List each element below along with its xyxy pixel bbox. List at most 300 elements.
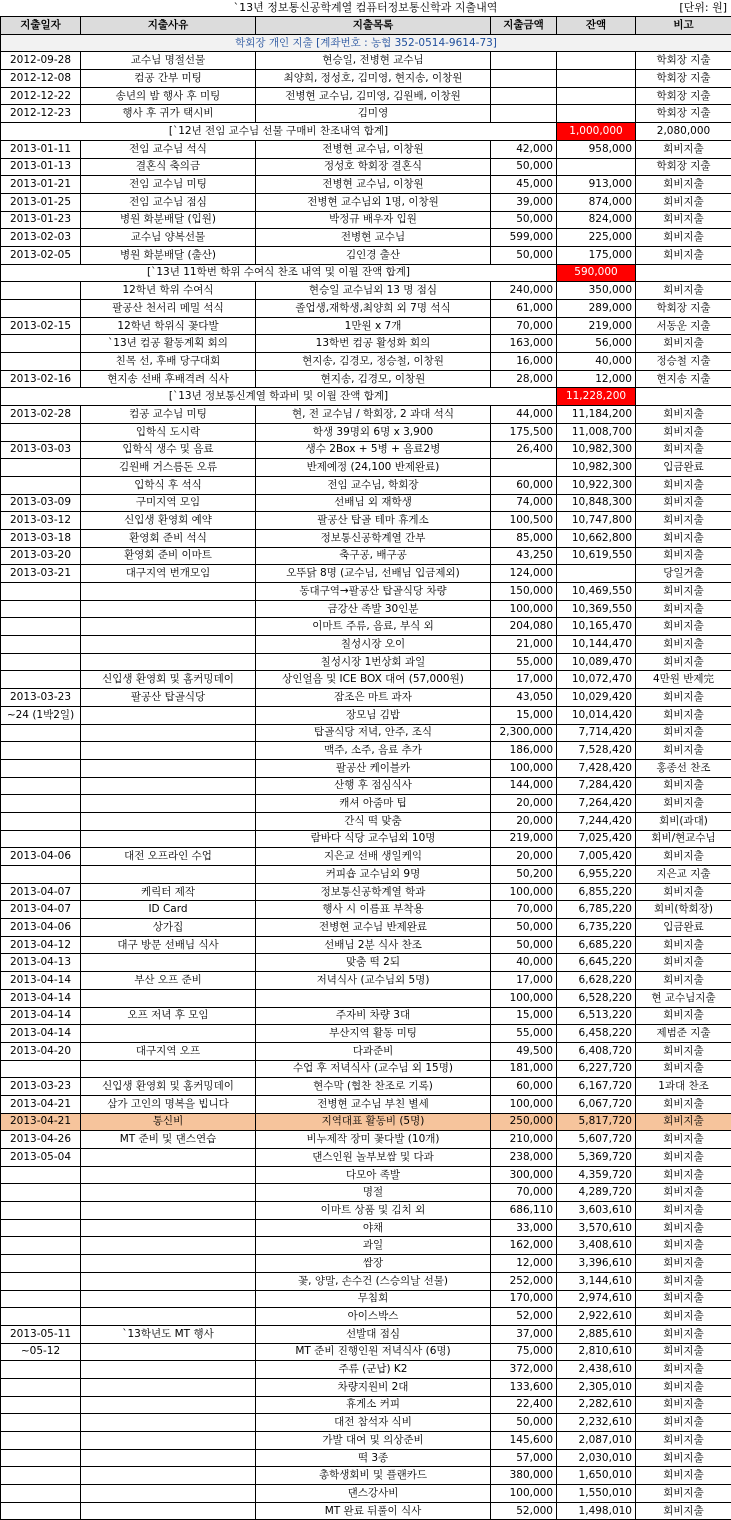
table-row [1, 901, 731, 919]
cell-date: 2013-04-07 [1, 883, 81, 901]
cell-item: 상인얼음 및 ICE BOX 대여 (57,000원) [256, 671, 491, 689]
cell-reason [81, 830, 256, 848]
cell-amount: 50,000 [491, 158, 557, 176]
cell-note: 회비지출 [636, 529, 731, 547]
cell-balance: 824,000 [557, 211, 636, 229]
cell-amount: 100,000 [491, 759, 557, 777]
cell-amount: 686,110 [491, 1202, 557, 1220]
cell-balance: 2,885,610 [557, 1325, 636, 1343]
table-row [1, 1378, 731, 1396]
table-row [1, 1467, 731, 1485]
cell-item: 선배님 외 재학생 [256, 494, 491, 512]
cell-balance: 10,369,550 [557, 600, 636, 618]
table-row [1, 529, 731, 547]
cell-date: 2013-02-28 [1, 406, 81, 424]
cell-balance: 2,232,610 [557, 1414, 636, 1432]
cell-note: 회비지출 [636, 1449, 731, 1467]
cell-date [1, 636, 81, 654]
cell-item: 1만원 x 7개 [256, 317, 491, 335]
cell-balance: 4,289,720 [557, 1184, 636, 1202]
cell-reason [81, 653, 256, 671]
cell-balance: 10,469,550 [557, 583, 636, 601]
cell-date [1, 795, 81, 813]
cell-balance: 4,359,720 [557, 1166, 636, 1184]
cell-amount: 252,000 [491, 1272, 557, 1290]
cell-reason: 전임 교수님 점심 [81, 193, 256, 211]
table-row [1, 70, 731, 88]
cell-amount: 50,000 [491, 919, 557, 937]
cell-reason: 12학년 학위 수여식 [81, 282, 256, 300]
table-row [1, 618, 731, 636]
table-row [1, 1290, 731, 1308]
cell-amount [491, 87, 557, 105]
cell-reason: 12학년 학위식 꽃다발 [81, 317, 256, 335]
cell-reason: 친목 선, 후배 당구대회 [81, 353, 256, 371]
cell-reason: 결혼식 축의금 [81, 158, 256, 176]
cell-amount: 133,600 [491, 1378, 557, 1396]
table-row [1, 600, 731, 618]
cell-note: 제범준 지출 [636, 1025, 731, 1043]
cell-note: 회비지출 [636, 494, 731, 512]
cell-item: 칠성시장 오이 [256, 636, 491, 654]
cell-reason: 현지송 선배 후배격려 식사 [81, 370, 256, 388]
cell-amount: 100,000 [491, 1485, 557, 1503]
cell-item: 금강산 족발 30인분 [256, 600, 491, 618]
cell-reason [81, 1060, 256, 1078]
cell-date [1, 1414, 81, 1432]
cell-date [1, 335, 81, 353]
cell-item: MT 완료 뒤풀이 식사 [256, 1502, 491, 1520]
cell-item: 꽃, 양말, 손수건 (스승의날 선물) [256, 1272, 491, 1290]
cell-date: 2013-02-15 [1, 317, 81, 335]
cell-reason [81, 1025, 256, 1043]
table-row [1, 87, 731, 105]
cell-item: 축구공, 배구공 [256, 547, 491, 565]
cell-note: 회비지출 [636, 547, 731, 565]
cell-note: 회비지출 [636, 1432, 731, 1450]
cell-date [1, 423, 81, 441]
cell-note: 회비지출 [636, 954, 731, 972]
cell-amount: 20,000 [491, 812, 557, 830]
cell-item: 가발 대여 및 의상준비 [256, 1432, 491, 1450]
table-row [1, 1025, 731, 1043]
cell-date [1, 459, 81, 477]
cell-note: 회비/현교수님 [636, 830, 731, 848]
cell-item: 현지송, 김경모, 정승철, 이창원 [256, 353, 491, 371]
cell-amount: 170,000 [491, 1290, 557, 1308]
cell-date: 2013-04-14 [1, 989, 81, 1007]
cell-amount: 186,000 [491, 742, 557, 760]
cell-item: 현승일 교수님외 13 명 점심 [256, 282, 491, 300]
cell-amount: 380,000 [491, 1467, 557, 1485]
cell-reason [81, 1237, 256, 1255]
cell-amount: 175,500 [491, 423, 557, 441]
cell-date: 2013-01-23 [1, 211, 81, 229]
cell-item: 전병현 교수님, 이창원 [256, 176, 491, 194]
summary-note [636, 388, 731, 406]
table-row [1, 300, 731, 318]
cell-item: 생수 2Box + 5병 + 음료2병 [256, 441, 491, 459]
table-row [1, 1184, 731, 1202]
cell-balance: 2,810,610 [557, 1343, 636, 1361]
cell-reason: 신입생 환영회 및 홈커밍데이 [81, 671, 256, 689]
cell-balance [557, 70, 636, 88]
cell-note: 회비지출 [636, 936, 731, 954]
cell-date [1, 600, 81, 618]
cell-balance: 6,855,220 [557, 883, 636, 901]
cell-date [1, 1308, 81, 1326]
cell-note: 회비지출 [636, 193, 731, 211]
cell-reason [81, 1343, 256, 1361]
table-row [1, 123, 731, 141]
cell-balance: 2,974,610 [557, 1290, 636, 1308]
cell-item: 행사 시 이름표 부착용 [256, 901, 491, 919]
cell-item: 저녁식사 (교수님외 5명) [256, 972, 491, 990]
cell-amount: 250,000 [491, 1113, 557, 1131]
cell-date: 2013-03-20 [1, 547, 81, 565]
cell-balance: 3,396,610 [557, 1255, 636, 1273]
cell-reason: 컴공 간부 미팅 [81, 70, 256, 88]
cell-note: 회비지출 [636, 653, 731, 671]
cell-note: 입금완료 [636, 919, 731, 937]
cell-note: 회비지출 [636, 1166, 731, 1184]
cell-reason: 신입생 환영회 및 홈커밍데이 [81, 1078, 256, 1096]
cell-date: 2012-12-22 [1, 87, 81, 105]
cell-balance [557, 158, 636, 176]
cell-reason [81, 1219, 256, 1237]
cell-date [1, 618, 81, 636]
cell-item: 팔공산 탑골 테마 휴게소 [256, 512, 491, 530]
cell-date: 2013-04-12 [1, 936, 81, 954]
cell-date: 2013-03-21 [1, 565, 81, 583]
cell-amount: 70,000 [491, 1184, 557, 1202]
cell-note: 회비지출 [636, 1113, 731, 1131]
table-row [1, 158, 731, 176]
table-row [1, 211, 731, 229]
cell-item: 전임 교수님, 학회장 [256, 476, 491, 494]
cell-date: 2012-09-28 [1, 52, 81, 70]
cell-reason: 대구지역 번개모임 [81, 565, 256, 583]
cell-date: 2013-02-03 [1, 229, 81, 247]
cell-date [1, 1396, 81, 1414]
cell-note: 회비지출 [636, 706, 731, 724]
cell-balance: 6,785,220 [557, 901, 636, 919]
cell-reason: 전임 교수님 석식 [81, 140, 256, 158]
cell-note: 회비지출 [636, 1308, 731, 1326]
summary-label: [`13년 11학번 학위 수여식 찬조 내역 및 이월 잔액 합계] [1, 264, 557, 282]
table-row [1, 193, 731, 211]
cell-note: 회비지출 [636, 1361, 731, 1379]
cell-balance: 3,603,610 [557, 1202, 636, 1220]
cell-balance: 6,685,220 [557, 936, 636, 954]
cell-balance: 6,067,720 [557, 1095, 636, 1113]
cell-amount: 50,200 [491, 866, 557, 884]
table-row [1, 724, 731, 742]
cell-balance [557, 565, 636, 583]
table-row [1, 476, 731, 494]
cell-reason [81, 636, 256, 654]
cell-amount: 163,000 [491, 335, 557, 353]
cell-item: 수업 후 저녁식사 (교수님 외 15명) [256, 1060, 491, 1078]
cell-balance: 2,030,010 [557, 1449, 636, 1467]
cell-item: 맞춤 떡 2되 [256, 954, 491, 972]
cell-item: 쌈장 [256, 1255, 491, 1273]
cell-item: 무침회 [256, 1290, 491, 1308]
cell-balance: 3,570,610 [557, 1219, 636, 1237]
cell-balance: 10,165,470 [557, 618, 636, 636]
cell-item: 아이스박스 [256, 1308, 491, 1326]
cell-note: 회비지출 [636, 423, 731, 441]
cell-balance: 10,072,470 [557, 671, 636, 689]
cell-amount [491, 52, 557, 70]
cell-note: 회비지출 [636, 441, 731, 459]
cell-amount: 100,000 [491, 600, 557, 618]
table-row [1, 653, 731, 671]
cell-note: 입금완료 [636, 459, 731, 477]
table-row [1, 565, 731, 583]
table-row [1, 1131, 731, 1149]
cell-date [1, 476, 81, 494]
cell-date: 2013-01-21 [1, 176, 81, 194]
table-row [1, 1007, 731, 1025]
cell-amount: 40,000 [491, 954, 557, 972]
cell-date [1, 1184, 81, 1202]
cell-reason [81, 989, 256, 1007]
cell-balance: 2,282,610 [557, 1396, 636, 1414]
summary-label: [`12년 전임 교수님 선물 구매비 찬조내역 합계] [1, 123, 557, 141]
cell-note: 회비지출 [636, 1060, 731, 1078]
cell-reason: 행사 후 귀가 택시비 [81, 105, 256, 123]
cell-item: 13학번 컴공 활성화 회의 [256, 335, 491, 353]
table-row [1, 689, 731, 707]
cell-note: 회비지출 [636, 1414, 731, 1432]
cell-date: 2013-05-04 [1, 1149, 81, 1167]
cell-note: 회비지출 [636, 848, 731, 866]
cell-date [1, 1502, 81, 1520]
summary-balance: 590,000 [557, 264, 636, 282]
cell-note: 서동운 지출 [636, 317, 731, 335]
cell-balance: 350,000 [557, 282, 636, 300]
cell-note: 1과대 찬조 [636, 1078, 731, 1096]
cell-reason [81, 1414, 256, 1432]
cell-amount: 28,000 [491, 370, 557, 388]
cell-item: 현수막 (협찬 찬조로 기록) [256, 1078, 491, 1096]
table-row [1, 264, 731, 282]
cell-reason [81, 618, 256, 636]
table-row [1, 1219, 731, 1237]
cell-amount: 240,000 [491, 282, 557, 300]
header-reason: 지출사유 [81, 17, 256, 35]
cell-amount: 61,000 [491, 300, 557, 318]
cell-note: 회비지출 [636, 1007, 731, 1025]
cell-item: 다모아 족발 [256, 1166, 491, 1184]
cell-date: ~24 (1박2일) [1, 706, 81, 724]
cell-reason [81, 1184, 256, 1202]
cell-date [1, 1361, 81, 1379]
cell-amount: 150,000 [491, 583, 557, 601]
cell-item: 탑골식당 저녁, 안주, 조식 [256, 724, 491, 742]
table-row [1, 370, 731, 388]
cell-reason: 병원 화분배달 (출산) [81, 246, 256, 264]
cell-note: 회비지출 [636, 282, 731, 300]
cell-note: 학회장 지출 [636, 52, 731, 70]
cell-amount: 49,500 [491, 1042, 557, 1060]
table-row [1, 636, 731, 654]
cell-reason: 환영회 준비 석식 [81, 529, 256, 547]
table-row [1, 830, 731, 848]
table-row [1, 494, 731, 512]
cell-item: 지은교 선배 생일케익 [256, 848, 491, 866]
cell-date: 2012-12-23 [1, 105, 81, 123]
cell-item: 총학생회비 및 플랜카드 [256, 1467, 491, 1485]
cell-reason: 팔공산 탑골식당 [81, 689, 256, 707]
table-row [1, 547, 731, 565]
cell-date [1, 671, 81, 689]
header-row [1, 17, 731, 35]
cell-note: 현 교수님지출 [636, 989, 731, 1007]
cell-reason: 병원 화분배달 (입원) [81, 211, 256, 229]
cell-reason [81, 777, 256, 795]
cell-note: 회비지출 [636, 1378, 731, 1396]
cell-reason [81, 583, 256, 601]
cell-balance: 7,025,420 [557, 830, 636, 848]
table-row [1, 812, 731, 830]
cell-balance: 7,428,420 [557, 759, 636, 777]
cell-item: 현지송, 김경모, 이창원 [256, 370, 491, 388]
cell-note: 회비지출 [636, 1149, 731, 1167]
cell-amount: 60,000 [491, 476, 557, 494]
summary-balance: 1,000,000 [557, 123, 636, 141]
cell-note: 회비(학회장) [636, 901, 731, 919]
cell-date: 2013-02-16 [1, 370, 81, 388]
cell-balance [557, 87, 636, 105]
cell-note: 회비지출 [636, 1396, 731, 1414]
cell-date [1, 1219, 81, 1237]
cell-balance: 10,982,300 [557, 441, 636, 459]
cell-balance: 2,305,010 [557, 1378, 636, 1396]
cell-item: 비누제작 장미 꽃다발 (10개) [256, 1131, 491, 1149]
cell-item: 전병현 교수님 [256, 229, 491, 247]
cell-balance: 7,244,420 [557, 812, 636, 830]
cell-balance: 2,438,610 [557, 1361, 636, 1379]
table-row [1, 1149, 731, 1167]
cell-balance: 6,955,220 [557, 866, 636, 884]
cell-date [1, 1237, 81, 1255]
summary-note: 2,080,000 [636, 123, 731, 141]
cell-amount: 20,000 [491, 848, 557, 866]
table-row [1, 1060, 731, 1078]
cell-amount: 16,000 [491, 353, 557, 371]
cell-note: 학회장 지출 [636, 87, 731, 105]
cell-note: 회비지출 [636, 777, 731, 795]
table-row [1, 1502, 731, 1520]
cell-amount: 55,000 [491, 1025, 557, 1043]
cell-date [1, 1432, 81, 1450]
cell-item: 팔공산 케이블카 [256, 759, 491, 777]
cell-item: 정보통신공학계열 간부 [256, 529, 491, 547]
cell-item: 다과준비 [256, 1042, 491, 1060]
cell-date [1, 1166, 81, 1184]
cell-note: 회비지출 [636, 883, 731, 901]
cell-item: 야채 [256, 1219, 491, 1237]
table-row [1, 1343, 731, 1361]
table-row [1, 777, 731, 795]
cell-reason: `13년 컴공 활동계획 회의 [81, 335, 256, 353]
cell-amount [491, 70, 557, 88]
cell-date: 2013-04-07 [1, 901, 81, 919]
cell-item: 현, 전 교수님 / 학회장, 2 과대 석식 [256, 406, 491, 424]
cell-reason: 교수님 명절선물 [81, 52, 256, 70]
cell-item: 선발대 점심 [256, 1325, 491, 1343]
cell-reason [81, 1149, 256, 1167]
cell-amount: 70,000 [491, 901, 557, 919]
cell-amount: 100,000 [491, 989, 557, 1007]
cell-amount [491, 105, 557, 123]
cell-reason: 입학식 도시락 [81, 423, 256, 441]
cell-item: 전병현 교수님 부친 별세 [256, 1095, 491, 1113]
table-row [1, 1414, 731, 1432]
cell-reason [81, 1166, 256, 1184]
table-row [1, 317, 731, 335]
cell-amount: 144,000 [491, 777, 557, 795]
cell-reason: 삼가 고인의 명복을 빕니다 [81, 1095, 256, 1113]
cell-item: 김미영 [256, 105, 491, 123]
cell-amount: 70,000 [491, 317, 557, 335]
cell-item: 명절 [256, 1184, 491, 1202]
table-row [1, 1042, 731, 1060]
cell-date: 2013-03-12 [1, 512, 81, 530]
table-row [1, 406, 731, 424]
cell-note: 회비지출 [636, 689, 731, 707]
cell-note: 회비지출 [636, 972, 731, 990]
cell-note: 회비지출 [636, 636, 731, 654]
cell-amount: 57,000 [491, 1449, 557, 1467]
table-row [1, 671, 731, 689]
header-item: 지출목록 [256, 17, 491, 35]
cell-date [1, 653, 81, 671]
cell-note: 회비지출 [636, 1485, 731, 1503]
cell-balance: 958,000 [557, 140, 636, 158]
cell-note: 지은교 지출 [636, 866, 731, 884]
cell-item: 주자비 차량 3대 [256, 1007, 491, 1025]
cell-reason: 전임 교수님 미팅 [81, 176, 256, 194]
cell-note: 회비지출 [636, 618, 731, 636]
cell-amount: 39,000 [491, 193, 557, 211]
table-row [1, 1255, 731, 1273]
cell-reason: 부산 오프 준비 [81, 972, 256, 990]
cell-reason: 대구지역 오프 [81, 1042, 256, 1060]
cell-item: 박정규 배우자 입원 [256, 211, 491, 229]
cell-note: 학회장 지출 [636, 158, 731, 176]
cell-date [1, 1467, 81, 1485]
cell-date: 2013-05-11 [1, 1325, 81, 1343]
table-row [1, 176, 731, 194]
cell-note: 회비지출 [636, 246, 731, 264]
cell-balance: 11,008,700 [557, 423, 636, 441]
cell-balance: 913,000 [557, 176, 636, 194]
cell-note: 회비지출 [636, 1467, 731, 1485]
cell-balance: 3,144,610 [557, 1272, 636, 1290]
cell-amount: 21,000 [491, 636, 557, 654]
cell-balance: 1,550,010 [557, 1485, 636, 1503]
cell-balance [557, 105, 636, 123]
cell-balance: 11,184,200 [557, 406, 636, 424]
header-balance: 잔액 [557, 17, 636, 35]
table-body [1, 34, 731, 1520]
cell-date [1, 1378, 81, 1396]
table-row [1, 1485, 731, 1503]
cell-note: 학회장 지출 [636, 300, 731, 318]
